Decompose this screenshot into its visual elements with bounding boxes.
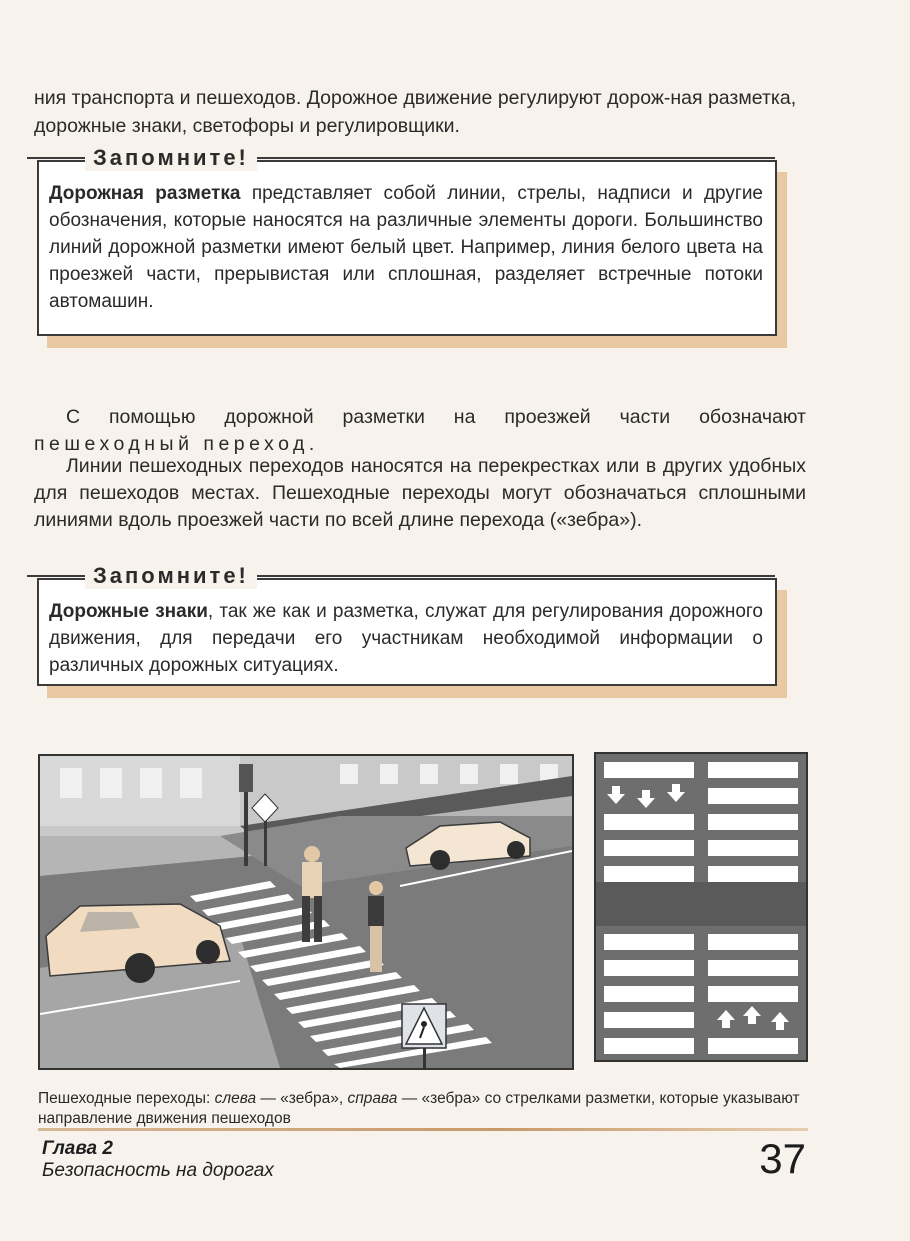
caption-left: слева: [214, 1089, 257, 1107]
term-pedestrian-crossing: пешеходный переход: [34, 432, 309, 455]
zebra-crossing-illustration: [38, 754, 574, 1070]
term-road-signs: Дорожные знаки: [49, 601, 208, 622]
caption-lead: Пешеходные переходы:: [38, 1089, 215, 1107]
remember-title: Запомните!: [85, 563, 257, 589]
footer-divider: [38, 1128, 808, 1131]
chapter-number: Глава 2: [42, 1138, 113, 1159]
remember-text: [39, 162, 775, 325]
remember-header: [27, 146, 775, 170]
term-road-markings: Дорожная разметка: [49, 183, 241, 204]
paragraph-zebra-text: Линии пешеходных переходов наносятся на перекрестках или в других удобных для пешеходов местах. Пешеходные переходы могут обозначаться сплошными линиями вдоль проезжей части по всей длине перехода («зебра»).: [34, 454, 806, 531]
zebra-with-arrows-diagram: [594, 752, 808, 1062]
page-number: 37: [759, 1135, 806, 1182]
definition-road-markings: представляет собой линии, стрелы, надписи и другие обозначения, которые наносятся на различные элементы дороги. Большинство линий дорожной разметки имеют белый цвет. Например, линия белого цвета на проезжей части, прерывистая или сплошная, разделяет встречные потоки автомашин.: [49, 183, 763, 312]
figure-caption: [38, 1089, 808, 1129]
chapter-label: [42, 1138, 274, 1182]
paragraph-zebra: [34, 453, 806, 534]
marking-diagram: [596, 754, 806, 1060]
remember-box-road-markings: [37, 145, 777, 336]
paragraph-crosswalk: [34, 404, 806, 458]
remember-box-road-signs: [37, 563, 777, 686]
paragraph-crosswalk-lead: С помощью дорожной разметки на проезжей части обозначают: [66, 405, 806, 428]
intro-paragraph: ния транспорта и пешеходов. Дорожное движение регулируют дорож-ная разметка, дорожные знаки, светофоры и регулировщики.: [34, 86, 797, 137]
definition-road-signs: , так же как и разметка, служат для регулирования дорожного движения, для передачи его участникам необходимой информации о различных дорожных ситуациях.: [49, 601, 763, 676]
remember-header: [27, 564, 775, 588]
street-scene: [40, 756, 572, 1068]
caption-right: справа: [347, 1089, 398, 1107]
remember-title: Запомните!: [85, 145, 257, 171]
caption-mid: — «зебра»,: [256, 1089, 348, 1107]
remember-text: [39, 580, 775, 689]
caption-tail: — «зебра» со стрелками разметки, которые указывают направление движения пешеходов: [38, 1089, 800, 1127]
paragraph-crosswalk-tail: .: [308, 432, 315, 455]
chapter-title: Безопасность на дорогах: [42, 1160, 274, 1181]
